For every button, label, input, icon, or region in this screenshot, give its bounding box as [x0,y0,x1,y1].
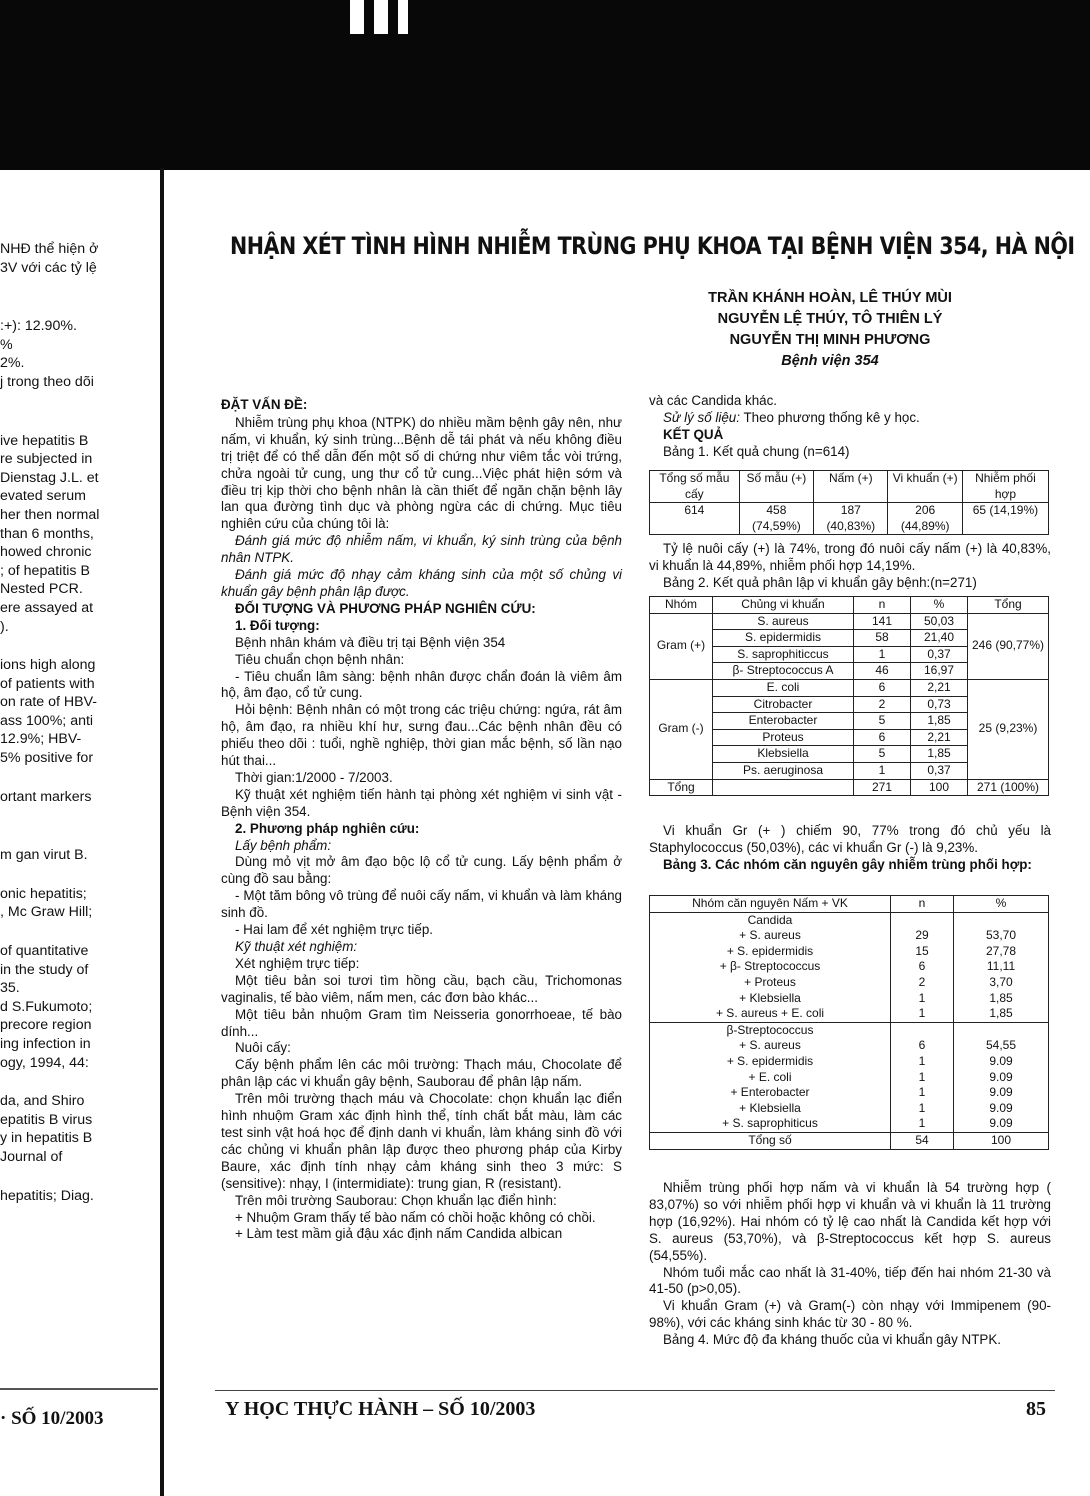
table-header: Nấm (+) [814,471,888,503]
objective: Đánh giá mức độ nhiễm nấm, vi khuẩn, ký sinh trùng của bệnh nhân NTPK. [221,533,622,566]
table-cell: + S. aureus [650,928,891,944]
table-cell: 2,21 [911,679,968,696]
table-cell: 458 (74,59%) [739,503,813,535]
table-cell: Citrobacter [713,696,854,713]
results-intro [649,393,1051,461]
paragraph: Thời gian:1/2000 - 7/2003. [235,769,393,785]
table-cell: + Klebsiella [650,991,891,1007]
table-header: Vi khuẩn (+) [888,471,962,503]
page-number: 85 [1026,1398,1046,1420]
fragment-line: of patients with [0,675,95,692]
table-cell [713,779,854,796]
table-header: Tổng [968,597,1049,614]
paragraph: - Tiêu chuẩn lâm sàng: bệnh nhân được chẩn đoán là viêm âm hộ, âm đạo, cổ tử cung. [221,668,622,701]
fragment-line: ass 100%; anti [0,712,94,729]
table-cell: 1 [891,1006,954,1022]
table-cell: 2 [854,696,911,713]
section-heading: ĐỐI TƯỢNG VÀ PHƯƠNG PHÁP NGHIÊN CỨU: [235,600,536,616]
table-cell: 25 (9,23%) [968,679,1049,779]
fragment-line: ive hepatitis B [0,432,89,449]
table-cell: 3,70 [954,975,1049,991]
table-cell: 141 [854,613,911,630]
table-row [650,1022,1049,1038]
paragraph: Nhóm tuổi mắc cao nhất là 31-40%, tiếp đến hai nhóm 21-30 và 41-50 (p>0,05). [649,1264,1051,1297]
fragment-block [0,432,150,637]
table-row [650,679,1049,696]
table-header: % [954,896,1049,913]
table-header: Nhóm [650,597,713,614]
article-title: NHẬN XÉT TÌNH HÌNH NHIỄM TRÙNG PHỤ KHOA TẠI BỆNH VIỆN 354, HÀ NỘI [230,232,1075,260]
fragment-block [0,846,150,865]
scan-dark-band [0,0,1090,170]
paragraph: + Nhuộm Gram thấy tế bào nấm có chồi hoặc không có chồi. [235,1209,596,1225]
table-1 [649,470,1049,535]
table-row [650,1116,1049,1132]
rule [0,1388,158,1390]
table-row [650,1054,1049,1070]
paragraph: - Hai lam để xét nghiệm trực tiếp. [235,922,433,938]
fragment-line: hepatitis; Diag. [0,1187,94,1204]
table-caption: Bảng 3. Các nhóm căn nguyên gây nhiễm trùng phối hợp: [663,856,1032,872]
paragraph: Nhiễm trùng phụ khoa (NTPK) do nhiều mầm bệnh gây nên, như nấm, vi khuẩn, ký sinh trùng...Bệnh dễ tái phát và nếu không điều trị triệt để có thể dẫn đến một số di chứng như viêm tắc vòi trứng, chửa ngoài tử cung, ung thư cổ tử cung...Việc phát hiện sớm và điều trị kịp thời cho bệnh nhân là cần thiết để ngăn chặn bệnh lây lan qua đường tình dục và phòng ngừa các di chứng. Mục tiêu nghiên cứu của chúng tôi là: [221,414,622,532]
author-block [640,288,1020,372]
table-cell: 1 [891,1116,954,1132]
table-cell: 21,40 [911,630,968,647]
section-heading: ĐẶT VẤN ĐỀ: [221,397,308,412]
fragment-line: ing infection in [0,1036,91,1052]
table-header: % [911,597,968,614]
fragment-line: 12.9%; HBV- [0,731,82,748]
table-cell: + S. epidermidis [650,1054,891,1070]
author-line: NGUYỄN THỊ MINH PHƯƠNG [729,332,931,348]
table-cell: Klebsiella [713,746,854,763]
table-cell: + S. aureus [650,1038,891,1054]
results-text-1 [649,541,1051,592]
table-header: Số mẫu (+) [739,471,813,503]
paragraph: Dùng mỏ vịt mở âm đạo bộc lộ cổ tử cung. Lấy bệnh phẩm ở cùng đồ sau bằng: [221,854,622,887]
table-row [650,1085,1049,1101]
table-row [650,944,1049,960]
table-cell [891,912,954,928]
paragraph: Vi khuẩn Gram (+) và Gram(-) còn nhạy với Immipenem (90-98%), với các kháng sinh khác từ 30 - 80 %. [649,1298,1051,1331]
table-cell: 614 [650,503,740,535]
table-cell: 50,03 [911,613,968,630]
paragraph: Xét nghiệm trực tiếp: [235,955,360,971]
table-cell: 5 [854,713,911,730]
table-cell: S. epidermidis [713,630,854,647]
table-cell: 9.09 [954,1101,1049,1117]
results-text-3 [649,1180,1051,1349]
table-cell: 0,37 [911,762,968,779]
table-cell: 5 [854,746,911,763]
table-cell: + E. coli [650,1070,891,1086]
paragraph: Kỹ thuật xét nghiệm tiến hành tại phòng xét nghiệm vi sinh vật - Bệnh viện 354. [221,786,622,819]
paragraph: Tỷ lệ nuôi cấy (+) là 74%, trong đó nuôi cấy nấm (+) là 40,83%, vi khuẩn là 44,89%, nhiễm phối hợp 14,19%. [649,541,1051,573]
table-row [650,959,1049,975]
table-cell [891,1022,954,1038]
table-cell: Tổng [650,779,713,796]
fragment-line: 3V với các tỷ lệ [0,259,97,276]
fragment-line: 5% positive for [0,750,94,767]
fragment-line: onic hepatitis; [0,885,87,902]
table-cell: 27,78 [954,944,1049,960]
table-cell: 271 [854,779,911,796]
scan-mark [350,0,364,34]
table-cell: 206 (44,89%) [888,503,962,535]
table-row [650,1070,1049,1086]
table-cell: S. aureus [713,613,854,630]
table-row [650,1101,1049,1117]
table-cell: S. saprophiticcus [713,646,854,663]
table-cell: 0,73 [911,696,968,713]
fragment-block [0,240,150,277]
paragraph: Hỏi bệnh: Bệnh nhân có một trong các triệu chứng: ngứa, rát âm hộ, âm đạo, ra nhiều khí hư, sưng đau...Các bệnh nhân đều có phiếu theo dõi : tuổi, nghề nghiệp, thời gian mắc bệnh, số lần nạo hút thai... [221,702,622,769]
fragment-line: evated serum [0,488,86,505]
fragment-line: 35. [0,980,20,997]
table-cell: 9.09 [954,1085,1049,1101]
author-line: TRẦN KHÁNH HOÀN, LÊ THÚY MÙI [708,290,952,306]
table-cell: 1 [891,1070,954,1086]
table-cell: Proteus [713,729,854,746]
table-2 [649,596,1049,796]
paragraph: Vi khuẩn Gr (+ ) chiếm 90, 77% trong đó chủ yếu là Staphylococcus (50,03%), các vi khuẩn Gr (-) là 9,23%. [649,823,1051,855]
paragraph: Theo phương thống kê y học. [739,409,920,425]
table-header: Nhiễm phối hợp [962,471,1048,503]
table-header: n [854,597,911,614]
table-cell: 1 [854,762,911,779]
subsection-heading: 1. Đối tượng: [235,617,320,633]
table-cell: 9.09 [954,1054,1049,1070]
fragment-line: ortant markers [0,788,92,805]
fragment-line: ions high along [0,657,96,674]
table-cell: + Enterobacter [650,1085,891,1101]
table-cell: + Proteus [650,975,891,991]
table-cell: 16,97 [911,663,968,680]
fragment-line: than 6 months, [0,525,94,542]
table-cell: 6 [891,959,954,975]
fragment-line: her then normal [0,506,100,523]
table-cell: 1 [891,1054,954,1070]
fragment-line: , Mc Graw Hill; [0,904,93,921]
table-cell: β-Streptococcus [650,1022,891,1038]
table-cell: 6 [854,679,911,696]
paragraph: Tiêu chuẩn chọn bệnh nhân: [235,651,405,667]
scan-mark [398,0,408,34]
fragment-line: NHĐ thể hiện ở [0,241,99,257]
table-cell: + S. saprophiticus [650,1116,891,1132]
fragment-line: ; of hepatitis B [0,562,90,579]
table-cell: 1 [891,1085,954,1101]
subsection-heading: 2. Phương pháp nghiên cứu: [235,820,420,836]
results-text-2 [649,823,1051,874]
table-row [650,912,1049,928]
table-cell: + Klebsiella [650,1101,891,1117]
paragraph: Trên môi trường thạch máu và Chocolate: chọn khuẩn lạc điển hình nhuộm Gram xác định hình thể, tính chất bắt màu, làm các test sinh vật hoá học để định danh vi khuẩn, làm kháng sinh đồ với các chủng vi khuẩn phân lập được theo phương pháp của Kirby Baure, xác định tính nhạy cảm kháng sinh theo 3 mức: S (sensitive): nhạy, I (intermidiate): trung gian, R (resistant). [221,1091,622,1191]
table-cell: 0,37 [911,646,968,663]
table-header: Chủng vi khuẩn [713,597,854,614]
table-cell: 9.09 [954,1116,1049,1132]
fragment-block [0,1187,150,1206]
table-cell [954,912,1049,928]
fragment-line: precore region [0,1017,92,1034]
table-cell: 1,85 [954,991,1049,1007]
table-cell: E. coli [713,679,854,696]
table-cell: Ps. aeruginosa [713,762,854,779]
sub-heading: Kỹ thuật xét nghiệm: [235,939,358,954]
fragment-block [0,885,150,922]
fragment-line: Nested PCR. [0,581,83,598]
journal-footer: Y HỌC THỰC HÀNH – SỐ 10/2003 [225,1398,536,1420]
table-header: n [891,896,954,913]
table-cell: + S. epidermidis [650,944,891,960]
table-cell: 1,85 [954,1006,1049,1022]
table-cell: 2,21 [911,729,968,746]
table-cell: 6 [854,729,911,746]
fragment-line: re subjected in [0,451,93,468]
paragraph: + Làm test mầm giả đậu xác định nấm Candida albican [235,1226,563,1242]
fragment-line: in the study of [0,961,89,978]
table-3 [649,895,1049,1150]
fragment-line: howed chronic [0,544,92,561]
table-row [650,928,1049,944]
fragment-line: epatitis B virus [0,1111,93,1128]
table-row [650,503,1049,535]
fragment-line: m gan virut B. [0,847,88,864]
table-cell: 53,70 [954,928,1049,944]
table-cell: 100 [911,779,968,796]
table-cell: 100 [954,1132,1049,1149]
previous-page-fragment [0,240,150,1205]
table-cell: 1 [854,646,911,663]
table-header: Tổng số mẫu cấy [650,471,740,503]
column-left [221,397,622,1243]
table-cell: Candida [650,912,891,928]
table-cell: 246 (90,77%) [968,613,1049,679]
paragraph: Một tiêu bản nhuộm Gram tìm Neisseria gonorrhoeae, tế bào dính... [221,1006,622,1039]
scan-mark [374,0,388,34]
fragment-line: on rate of HBV- [0,694,97,711]
table-cell: 58 [854,630,911,647]
fragment-line: % [0,336,13,353]
paragraph: - Một tăm bông vô trùng để nuôi cấy nấm, vi khuẩn và làm kháng sinh đồ. [221,888,622,921]
table-row [650,975,1049,991]
paragraph: Một tiêu bản soi tươi tìm hồng cầu, bạch cầu, Trichomonas vaginalis, tế bào viêm, nấm men, các đơn bào khác... [221,972,622,1005]
table-caption: Bảng 1. Kết quả chung (n=614) [663,443,850,459]
table-cell: 54,55 [954,1038,1049,1054]
table-cell: + β- Streptococcus [650,959,891,975]
table-row [650,1038,1049,1054]
table-cell: 46 [854,663,911,680]
table-cell: 1 [891,1101,954,1117]
fragment-line: d S.Fukumoto; [0,998,93,1015]
fragment-block [0,656,150,768]
table-cell: 1,85 [911,713,968,730]
table-row [650,1132,1049,1149]
paragraph: Trên môi trường Sauborau: Chọn khuẩn lạc điển hình: [235,1192,557,1208]
table-cell: 65 (14,19%) [962,503,1048,535]
fragment-line: ogy, 1994, 44: [0,1054,89,1071]
section-heading: KẾT QUẢ [663,426,724,442]
paragraph: Cấy bệnh phẩm lên các môi trường: Thạch máu, Chocolate để phân lập các vi khuẩn gây bệnh, Sauborau để phân lập nấm. [221,1057,622,1090]
fragment-block [0,942,150,1072]
left-issue-label: · SỐ 10/2003 [0,1408,104,1429]
table-cell: + S. aureus + E. coli [650,1006,891,1022]
table-row [650,779,1049,796]
fragment-line: of quantitative [0,943,89,960]
table-cell: 6 [891,1038,954,1054]
paragraph: Nuôi cấy: [235,1040,291,1056]
fragment-line: j trong theo dõi [0,373,94,390]
table-cell: 11,11 [954,959,1049,975]
table-cell: 1 [891,991,954,1007]
paragraph: Nhiễm trùng phối hợp nấm và vi khuẩn là 54 trường hợp ( 83,07%) so với nhiễm phối hợp vi khuẩn và vi khuẩn là 11 trường hợp (16,92%). Hai nhóm có tỷ lệ cao nhất là Candida kết hợp với S. aureus (53,70%), và β-Streptococcus kết hợp S. aureus (54,55%). [649,1180,1051,1263]
fragment-line: Dienstag J.L. et [0,469,99,486]
fragment-line: :+): 12.90%. [0,318,77,335]
paragraph: Bệnh nhân khám và điều trị tại Bệnh viện 354 [235,634,506,650]
table-cell [954,1022,1049,1038]
paragraph: và các Candida khác. [649,393,778,408]
fragment-block [0,788,150,807]
table-cell: 2 [891,975,954,991]
fragment-line: Journal of [0,1148,63,1165]
label: Sử lý số liệu: [663,409,740,425]
table-cell: Gram (-) [650,679,713,779]
paragraph: Bảng 4. Mức độ đa kháng thuốc của vi khuẩn gây NTPK. [663,1332,1001,1348]
fragment-line: ). [0,618,9,635]
fragment-line: ere assayed at [0,599,94,616]
sub-heading: Lấy bệnh phẩm: [235,837,332,853]
footer-rule [215,1390,1055,1391]
table-cell: 29 [891,928,954,944]
institution: Bệnh viện 354 [781,353,879,369]
table-cell: β- Streptococcus A [713,663,854,680]
table-row [650,1006,1049,1022]
table-cell: 1,85 [911,746,968,763]
fragment-line: y in hepatitis B [0,1130,93,1147]
table-row [650,991,1049,1007]
fragment-block [0,1092,150,1166]
table-cell: 15 [891,944,954,960]
objective: Đánh giá mức độ nhạy cảm kháng sinh của một số chủng vi khuẩn gây bệnh phân lập được. [221,567,622,599]
table-cell: 271 (100%) [968,779,1049,796]
table-cell: 187 (40,83%) [814,503,888,535]
table-cell: Tổng số [650,1132,891,1149]
table-row [650,613,1049,630]
table-cell: Enterobacter [713,713,854,730]
fragment-line: da, and Shiro [0,1093,85,1110]
table-header: Nhóm căn nguyên Nấm + VK [650,896,891,913]
table-cell: Gram (+) [650,613,713,679]
fragment-line: 2%. [0,355,25,372]
fragment-block [0,317,150,391]
author-line: NGUYỄN LỆ THÚY, TÔ THIÊN LÝ [717,311,943,327]
table-caption: Bảng 2. Kết quả phân lập vi khuẩn gây bệnh:(n=271) [663,574,977,590]
column-divider [160,168,164,1496]
table-cell: 9.09 [954,1070,1049,1086]
table-cell: 54 [891,1132,954,1149]
